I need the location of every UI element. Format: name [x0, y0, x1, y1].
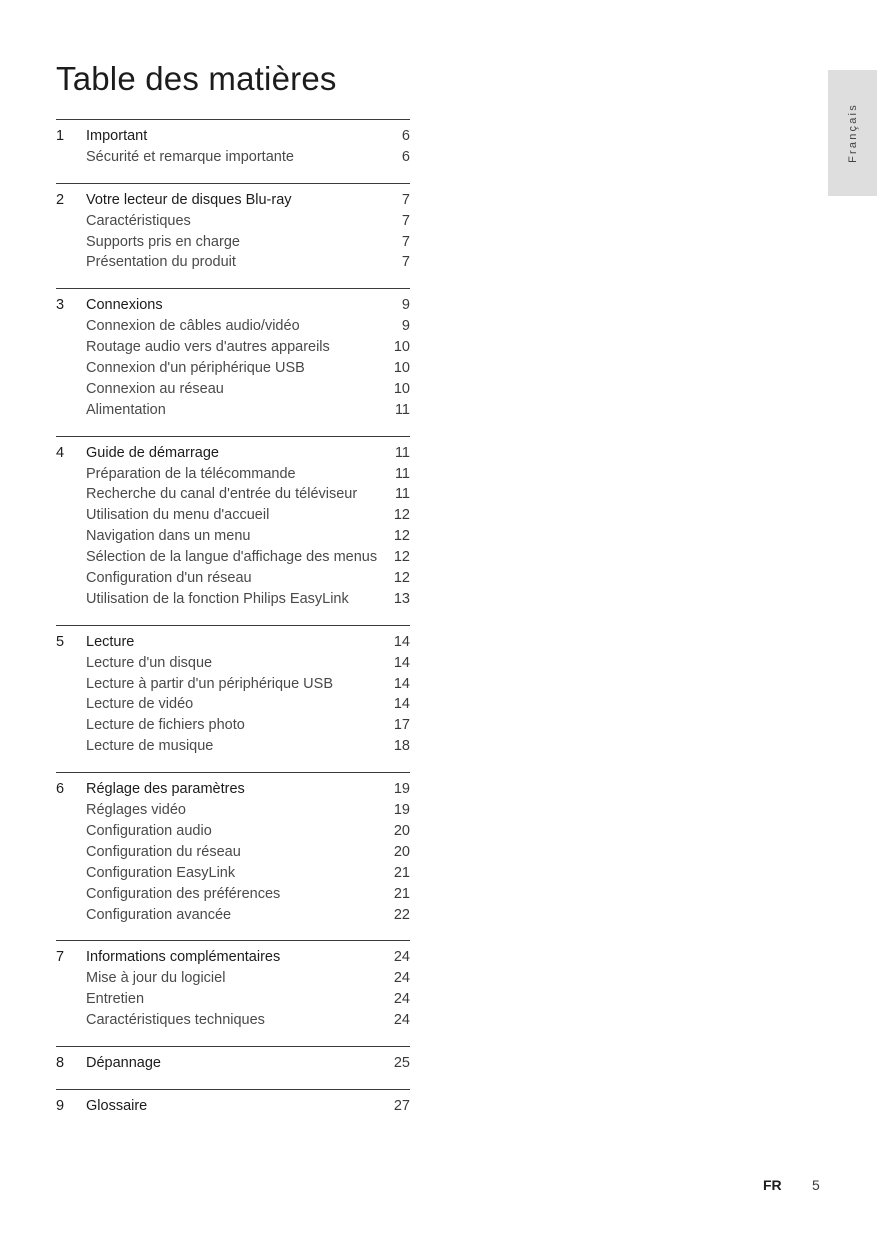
entry-page-number: 20 — [393, 843, 410, 860]
toc-entry-row[interactable] — [56, 653, 410, 674]
entry-page-number: 10 — [393, 380, 410, 397]
entry-page-number: 11 — [394, 401, 410, 418]
toc-entry-row[interactable] — [56, 905, 410, 926]
chapter-page-number: 27 — [393, 1097, 410, 1114]
chapter-title: Glossaire — [86, 1097, 148, 1114]
entry-page-number: 7 — [401, 254, 410, 271]
entry-page-number: 12 — [393, 549, 410, 566]
entry-title: Lecture à partir d'un périphérique USB — [86, 675, 333, 692]
language-tab-label: Français — [846, 103, 859, 163]
chapter-title: Dépannage — [86, 1054, 161, 1071]
entry-page-number: 20 — [393, 822, 410, 839]
chapter-page-number: 7 — [401, 191, 410, 208]
chapter-title: Important — [86, 128, 148, 144]
chapter-number: 2 — [56, 191, 65, 208]
toc-entry-row[interactable] — [56, 884, 410, 905]
toc-entry-row[interactable] — [56, 863, 410, 884]
entry-page-number: 21 — [393, 885, 410, 902]
toc-entry-row[interactable] — [56, 821, 410, 842]
toc-section — [56, 436, 410, 625]
entry-title: Connexion au réseau — [86, 380, 224, 397]
chapter-title: Votre lecteur de disques Blu-ray — [86, 191, 292, 208]
entry-page-number: 7 — [401, 233, 410, 250]
toc-entry-row[interactable] — [56, 211, 410, 232]
entry-title: Configuration avancée — [86, 906, 232, 923]
entry-title: Lecture de fichiers photo — [86, 717, 245, 734]
toc-chapter-row[interactable] — [56, 779, 410, 800]
toc-chapter-row[interactable] — [56, 1053, 410, 1074]
toc-entry-row[interactable] — [56, 1010, 410, 1031]
toc-section — [56, 772, 410, 940]
chapter-page-number: 25 — [393, 1054, 410, 1071]
entry-page-number: 21 — [393, 864, 410, 881]
entry-page-number: 24 — [393, 970, 410, 987]
toc-entry-row[interactable] — [56, 147, 410, 168]
language-tab[interactable] — [828, 70, 877, 196]
toc-entry-row[interactable] — [56, 547, 410, 568]
entry-page-number: 19 — [393, 802, 410, 819]
toc-entry-row[interactable] — [56, 316, 410, 337]
toc-entry-row[interactable] — [56, 526, 410, 547]
entry-title: Mise à jour du logiciel — [86, 970, 226, 987]
chapter-number: 9 — [56, 1097, 65, 1114]
entry-page-number: 24 — [393, 991, 410, 1008]
entry-title: Routage audio vers d'autres appareils — [86, 339, 330, 356]
entry-title: Présentation du produit — [86, 254, 236, 271]
entry-title: Connexion d'un périphérique USB — [86, 360, 305, 377]
entry-title: Caractéristiques — [86, 212, 191, 229]
chapter-number: 8 — [56, 1054, 65, 1071]
chapter-page-number: 24 — [393, 949, 410, 966]
toc-section — [56, 288, 410, 435]
entry-title: Navigation dans un menu — [86, 528, 251, 545]
entry-title: Caractéristiques techniques — [86, 1012, 265, 1029]
entry-title: Lecture de musique — [86, 738, 214, 755]
entry-title: Configuration EasyLink — [86, 864, 236, 881]
toc-entry-row[interactable] — [56, 694, 410, 715]
entry-page-number: 14 — [393, 675, 410, 692]
entry-page-number: 11 — [394, 465, 410, 482]
footer-language-code: FR — [763, 1177, 782, 1193]
toc-chapter-row[interactable] — [56, 126, 410, 147]
toc-entry-row[interactable] — [56, 505, 410, 526]
chapter-title: Réglage des paramètres — [86, 781, 245, 798]
entry-page-number: 9 — [401, 318, 410, 335]
toc-entry-row[interactable] — [56, 800, 410, 821]
chapter-number: 6 — [56, 781, 65, 798]
chapter-number: 1 — [56, 128, 65, 144]
entry-title: Configuration du réseau — [86, 843, 241, 860]
toc-section — [56, 183, 410, 289]
entry-page-number: 13 — [393, 590, 410, 607]
entry-title: Configuration des préférences — [86, 885, 281, 902]
toc-chapter-row[interactable] — [56, 190, 410, 211]
toc-chapter-row[interactable] — [56, 632, 410, 653]
table-of-contents — [56, 119, 410, 1132]
entry-page-number: 10 — [393, 339, 410, 356]
toc-entry-row[interactable] — [56, 674, 410, 695]
entry-page-number: 6 — [401, 148, 410, 165]
toc-entry-row[interactable] — [56, 252, 410, 273]
entry-page-number: 12 — [393, 507, 410, 524]
entry-title: Préparation de la télécommande — [86, 465, 296, 482]
toc-entry-row[interactable] — [56, 568, 410, 589]
chapter-number: 5 — [56, 633, 65, 650]
entry-title: Configuration d'un réseau — [86, 570, 252, 587]
toc-entry-row[interactable] — [56, 358, 410, 379]
entry-page-number: 12 — [393, 528, 410, 545]
toc-entry-row[interactable] — [56, 842, 410, 863]
toc-entry-row[interactable] — [56, 337, 410, 358]
toc-entry-row[interactable] — [56, 989, 410, 1010]
entry-title: Alimentation — [86, 401, 166, 418]
chapter-page-number: 11 — [394, 444, 410, 461]
toc-section — [56, 940, 410, 1046]
chapter-title: Informations complémentaires — [86, 949, 281, 966]
entry-title: Utilisation de la fonction Philips EasyLink — [86, 590, 349, 607]
entry-page-number: 12 — [393, 570, 410, 587]
entry-title: Entretien — [86, 991, 145, 1008]
toc-entry-row[interactable] — [56, 736, 410, 757]
entry-page-number: 14 — [393, 696, 410, 713]
chapter-number: 7 — [56, 949, 65, 966]
toc-section — [56, 1089, 410, 1132]
entry-title: Configuration audio — [86, 822, 212, 839]
entry-page-number: 22 — [393, 906, 410, 923]
entry-title: Supports pris en charge — [86, 233, 240, 250]
toc-entry-row[interactable] — [56, 400, 410, 421]
entry-page-number: 24 — [393, 1012, 410, 1029]
entry-title: Sélection de la langue d'affichage des menus — [86, 549, 378, 566]
entry-title: Recherche du canal d'entrée du téléviseur — [86, 486, 358, 503]
chapter-number: 3 — [56, 297, 65, 314]
toc-entry-row[interactable] — [56, 232, 410, 253]
chapter-title: Guide de démarrage — [86, 444, 219, 461]
toc-chapter-row[interactable] — [56, 1096, 410, 1117]
chapter-page-number: 19 — [393, 781, 410, 798]
toc-section — [56, 119, 410, 183]
toc-section — [56, 1046, 410, 1089]
entry-page-number: 10 — [393, 360, 410, 377]
toc-entry-row[interactable] — [56, 379, 410, 400]
entry-page-number: 7 — [401, 212, 410, 229]
chapter-page-number: 9 — [401, 297, 410, 314]
toc-entry-row[interactable] — [56, 715, 410, 736]
page-title: Table des matières — [56, 60, 337, 97]
chapter-number: 4 — [56, 444, 65, 461]
footer-page-number: 5 — [812, 1177, 820, 1193]
toc-entry-row[interactable] — [56, 464, 410, 485]
entry-title: Réglages vidéo — [86, 802, 186, 819]
entry-page-number: 17 — [393, 717, 410, 734]
toc-entry-row[interactable] — [56, 968, 410, 989]
toc-chapter-row[interactable] — [56, 443, 410, 464]
entry-page-number: 14 — [393, 654, 410, 671]
entry-title: Lecture d'un disque — [86, 654, 213, 671]
chapter-page-number: 6 — [401, 128, 410, 144]
toc-chapter-row[interactable] — [56, 947, 410, 968]
toc-entry-row[interactable] — [56, 589, 410, 610]
entry-page-number: 11 — [394, 486, 410, 503]
entry-title: Sécurité et remarque importante — [86, 148, 294, 165]
entry-title: Lecture de vidéo — [86, 696, 194, 713]
toc-entry-row[interactable] — [56, 484, 410, 505]
entry-title: Connexion de câbles audio/vidéo — [86, 318, 300, 335]
entry-title: Utilisation du menu d'accueil — [86, 507, 270, 524]
entry-page-number: 18 — [393, 738, 410, 755]
chapter-title: Lecture — [86, 633, 135, 650]
chapter-page-number: 14 — [393, 633, 410, 650]
toc-section — [56, 625, 410, 772]
toc-chapter-row[interactable] — [56, 295, 410, 316]
chapter-title: Connexions — [86, 297, 163, 314]
